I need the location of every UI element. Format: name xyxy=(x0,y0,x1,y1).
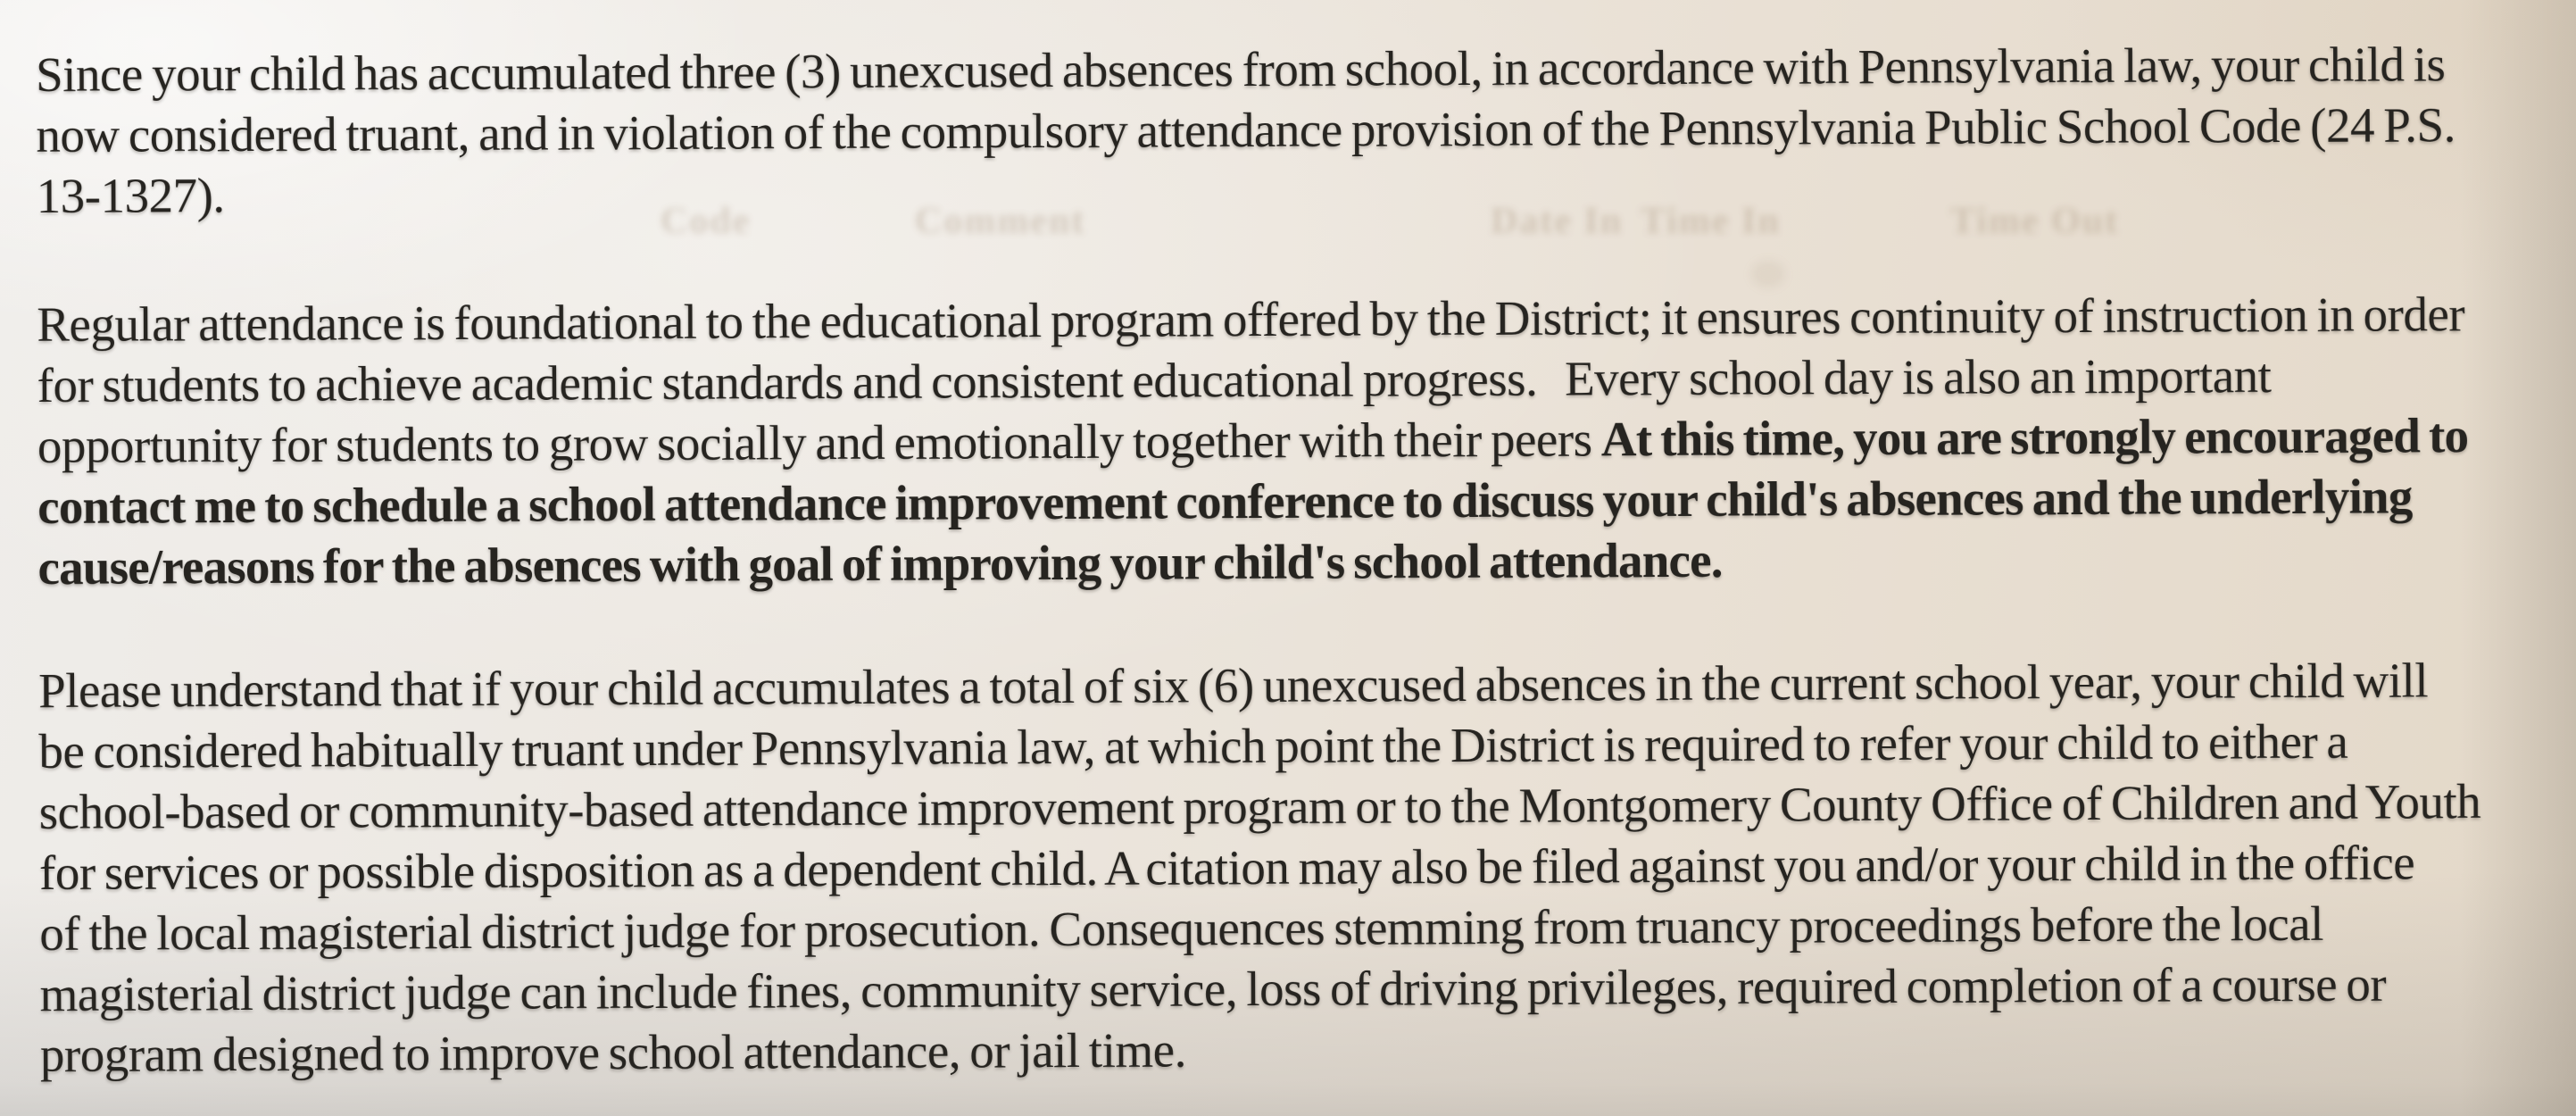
text-segment: magisterial district judge can include fines, community service, loss of driving privileges, required completion of a course or xyxy=(39,956,2387,1021)
bold-text-segment: contact me to schedule a school attendance improvement conference to discuss your child's absences and the underlying xyxy=(37,469,2413,534)
bleed-through-text: Date In xyxy=(1491,201,1624,242)
text-line xyxy=(39,771,2565,843)
text-segment: be considered habitually truant under Pennsylvania law, at which point the District is required to refer your child to either a xyxy=(38,713,2348,779)
text-segment: Regular attendance is foundational to the educational program offered by the District; it ensures continuity of instruction in order xyxy=(37,287,2465,352)
bold-text-segment: cause/reasons for the absences with goal of improving your child's school attendance. xyxy=(37,532,1723,595)
text-line xyxy=(36,95,2562,166)
bleed-through-text: Comment xyxy=(915,201,1086,242)
paragraph-3 xyxy=(38,650,2566,1086)
text-segment: Please understand that if your child accumulates a total of six (6) unexcused absences in the current school year, your child will xyxy=(37,653,2429,718)
text-line xyxy=(37,405,2564,477)
text-line xyxy=(38,711,2564,782)
text-segment: of the local magisterial district judge for prosecution. Consequences stemming from truancy proceedings before the local xyxy=(39,895,2324,961)
text-line xyxy=(37,155,2563,227)
text-segment: now considered truant, and in violation of the compulsory attendance provision of the Pennsylvania Public School Code (24 P.S. xyxy=(36,97,2456,162)
bleed-through-text: Time Out xyxy=(1950,201,2120,242)
paragraph-2 xyxy=(37,284,2564,598)
text-line xyxy=(39,893,2565,964)
text-segment: Since your child has accumulated three (3) unexcused absences from school, in accordance with Pennsylvania law, your child is xyxy=(35,37,2446,102)
text-segment: program designed to improve school attendance, or jail time. xyxy=(39,1022,1186,1082)
text-segment: 13-1327). xyxy=(36,168,225,223)
text-line xyxy=(37,284,2563,355)
text-line xyxy=(39,832,2565,904)
bold-text-segment: At this time, you are strongly encouraged to xyxy=(1600,408,2469,467)
text-line xyxy=(37,345,2563,416)
text-line xyxy=(37,466,2564,537)
text-line xyxy=(36,34,2562,105)
text-line xyxy=(38,650,2564,721)
text-line xyxy=(40,1014,2566,1086)
text-line xyxy=(39,954,2565,1025)
bleed-through-text: Code xyxy=(661,201,752,242)
text-line xyxy=(37,527,2564,598)
text-segment: for students to achieve academic standards and consistent educational progress. Every school day is also an important xyxy=(37,348,2272,412)
text-segment: opportunity for students to grow socially and emotionally together with their peers xyxy=(37,412,1601,473)
paragraph-1 xyxy=(36,34,2563,227)
text-segment: for services or possible disposition as a dependent child. A citation may also be filed against you and/or your child in the office xyxy=(38,835,2415,900)
bleed-through-text: Time In xyxy=(1641,201,1781,242)
text-segment: school-based or community-based attendance improvement program or to the Montgomery County Office of Children and Youth xyxy=(38,774,2481,839)
